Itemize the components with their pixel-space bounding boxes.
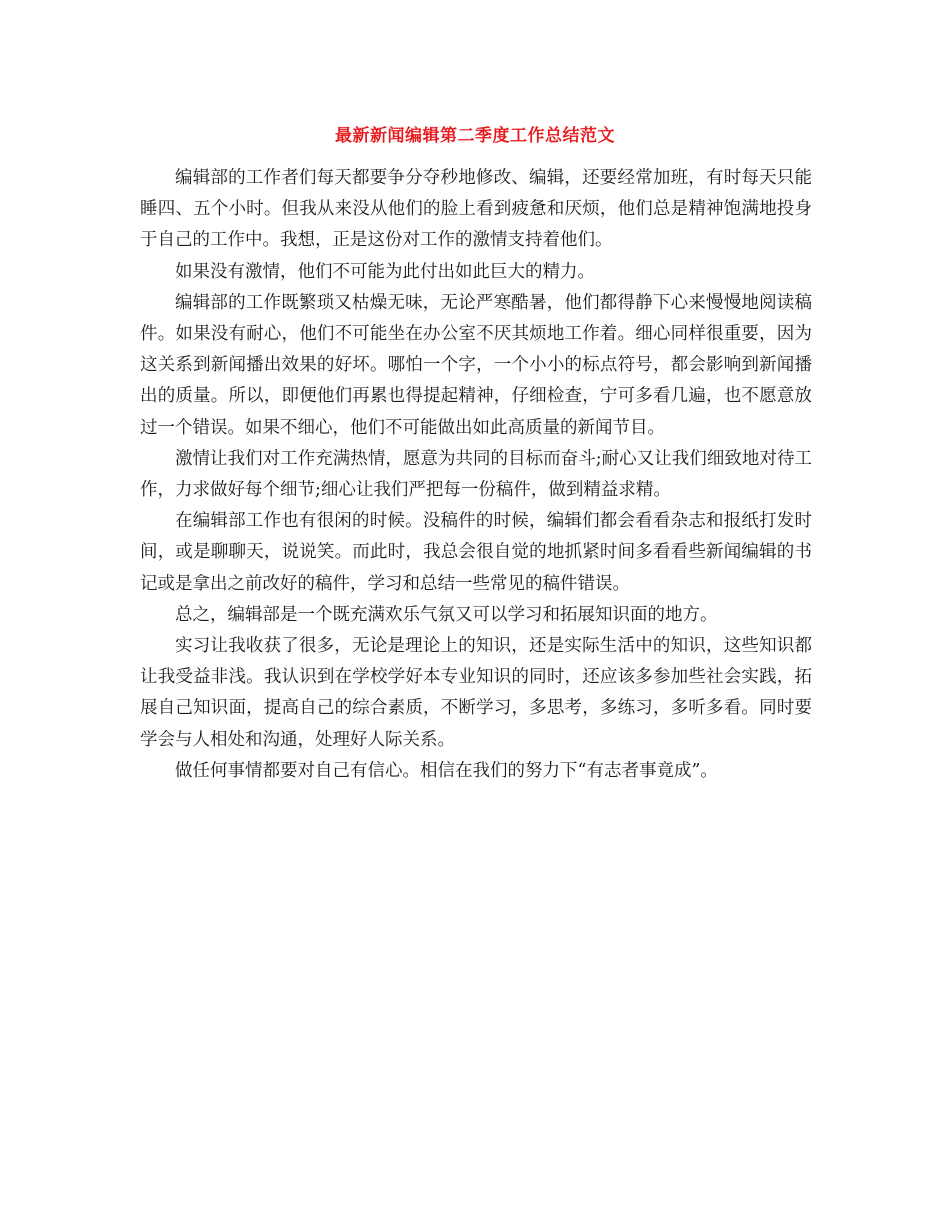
paragraph-4: 激情让我们对工作充满热情，愿意为共同的目标而奋斗;耐心又让我们细致地对待工作，力求做好每个细节;细心让我们严把每一份稿件，做到精益求精。 [140, 448, 812, 501]
paragraph-8: 做任何事情都要对自己有信心。相信在我们的努力下“有志者事竟成”。 [175, 760, 718, 781]
paragraph-6: 总之，编辑部是一个既充满欢乐气氛又可以学习和拓展知识面的地方。 [175, 604, 718, 625]
document-body [140, 163, 812, 787]
document-title: 最新新闻编辑第二季度工作总结范文 [335, 126, 615, 146]
paragraph-3: 编辑部的工作既繁琐又枯燥无味，无论严寒酷暑，他们都得静下心来慢慢地阅读稿件。如果没有耐心，他们不可能坐在办公室不厌其烦地工作着。细心同样很重要，因为这关系到新闻播出效果的好坏。哪怕一个字，一个小小的标点符号，都会影响到新闻播出的质量。所以，即便他们再累也得提起精神，仔细检查，宁可多看几遍，也不愿意放过一个错误。如果不细心，他们不可能做出如此高质量的新闻节目。 [140, 292, 812, 438]
paragraph-2: 如果没有激情，他们不可能为此付出如此巨大的精力。 [175, 261, 595, 282]
paragraph-7: 实习让我收获了很多，无论是理论上的知识，还是实际生活中的知识，这些知识都让我受益非浅。我认识到在学校学好本专业知识的同时，还应该多参加些社会实践，拓展自己知识面，提高自己的综合素质，不断学习，多思考，多练习，多听多看。同时要学会与人相处和沟通，处理好人际关系。 [140, 636, 812, 750]
paragraph-1: 编辑部的工作者们每天都要争分夺秒地修改、编辑，还要经常加班，有时每天只能睡四、五个小时。但我从来没从他们的脸上看到疲惫和厌烦，他们总是精神饱满地投身于自己的工作中。我想，正是这份对工作的激情支持着他们。 [140, 168, 812, 251]
paragraph-5: 在编辑部工作也有很闲的时候。没稿件的时候，编辑们都会看看杂志和报纸打发时间，或是聊聊天，说说笑。而此时，我总会很自觉的地抓紧时间多看看些新闻编辑的书记或是拿出之前改好的稿件，学习和总结一些常见的稿件错误。 [140, 511, 812, 594]
